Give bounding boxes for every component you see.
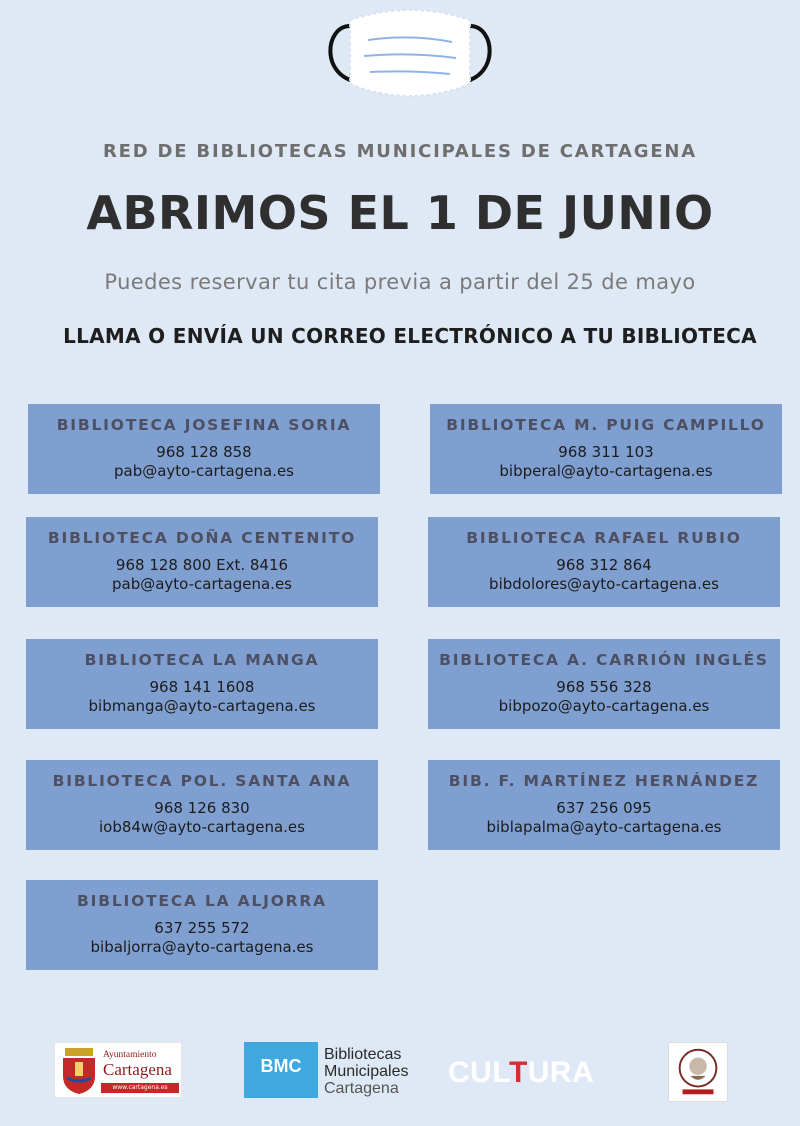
bmc-line-3: Cartagena — [324, 1080, 399, 1097]
library-phone: 968 126 830 — [154, 799, 250, 817]
sponsor-logos — [0, 1038, 800, 1108]
library-name: BIBLIOTECA M. PUIG CAMPILLO — [446, 416, 766, 434]
library-card — [26, 517, 378, 607]
library-phone: 968 311 103 — [558, 443, 654, 461]
library-email: bibdolores@ayto-cartagena.es — [489, 575, 719, 593]
library-email: bibaljorra@ayto-cartagena.es — [90, 938, 314, 956]
cultura-part-1: CUL — [448, 1056, 509, 1089]
library-email: biblapalma@ayto-cartagena.es — [486, 818, 722, 836]
bmc-line-2: Municipales — [324, 1063, 409, 1080]
library-name: BIB. F. MARTÍNEZ HERNÁNDEZ — [448, 772, 760, 790]
library-phone: 968 128 858 — [156, 443, 252, 461]
ayuntamiento-logo — [54, 1042, 182, 1098]
face-mask-icon — [320, 4, 500, 104]
library-phone: 968 128 800 Ext. 8416 — [115, 556, 289, 574]
library-email: iob84w@ayto-cartagena.es — [99, 818, 305, 836]
bmc-logo — [244, 1042, 424, 1104]
library-card — [428, 639, 780, 729]
library-email: pab@ayto-cartagena.es — [112, 575, 292, 593]
library-name: BIBLIOTECA LA MANGA — [84, 651, 320, 669]
library-card — [428, 760, 780, 850]
commemorative-seal-icon — [668, 1042, 728, 1102]
library-name: BIBLIOTECA LA ALJORRA — [77, 892, 327, 910]
booking-note: Puedes reservar tu cita previa a partir del 25 de mayo — [104, 270, 696, 294]
bmc-line-1: Bibliotecas — [324, 1046, 402, 1063]
page-headline: ABRIMOS EL 1 DE JUNIO — [86, 186, 714, 240]
call-to-action: LLAMA O ENVÍA UN CORREO ELECTRÓNICO A TU BIBLIOTECA — [63, 324, 757, 348]
network-subtitle: RED DE BIBLIOTECAS MUNICIPALES DE CARTAGENA — [102, 141, 698, 162]
cultura-part-2: URA — [527, 1056, 595, 1089]
library-name: BIBLIOTECA POL. SANTA ANA — [52, 772, 352, 790]
library-phone: 637 256 095 — [556, 799, 652, 817]
library-phone: 968 312 864 — [556, 556, 652, 574]
cartagena-label: Cartagena — [103, 1060, 172, 1079]
library-card — [428, 517, 780, 607]
library-card — [26, 639, 378, 729]
library-name: BIBLIOTECA JOSEFINA SORIA — [56, 416, 352, 434]
website-label: www.cartagena.es — [101, 1083, 179, 1093]
library-phone: 637 255 572 — [154, 919, 250, 937]
library-email: bibpozo@ayto-cartagena.es — [498, 697, 710, 715]
library-phone: 968 556 328 — [556, 678, 652, 696]
library-phone: 968 141 1608 — [149, 678, 255, 696]
cultura-logo — [448, 1056, 594, 1090]
library-email: bibmanga@ayto-cartagena.es — [88, 697, 316, 715]
library-name: BIBLIOTECA RAFAEL RUBIO — [466, 529, 742, 547]
bmc-abbr: BMC — [260, 1056, 302, 1076]
library-card — [28, 404, 380, 494]
cultura-accent: T — [508, 1056, 528, 1089]
ayuntamiento-label: Ayuntamiento — [103, 1050, 157, 1060]
library-email: pab@ayto-cartagena.es — [114, 462, 294, 480]
library-name: BIBLIOTECA DOÑA CENTENITO — [47, 529, 357, 547]
library-card — [26, 880, 378, 970]
coat-of-arms-icon — [59, 1048, 99, 1094]
library-card — [430, 404, 782, 494]
library-email: bibperal@ayto-cartagena.es — [499, 462, 713, 480]
bmc-badge — [244, 1042, 318, 1098]
library-card — [26, 760, 378, 850]
library-name: BIBLIOTECA A. CARRIÓN INGLÉS — [439, 651, 769, 669]
